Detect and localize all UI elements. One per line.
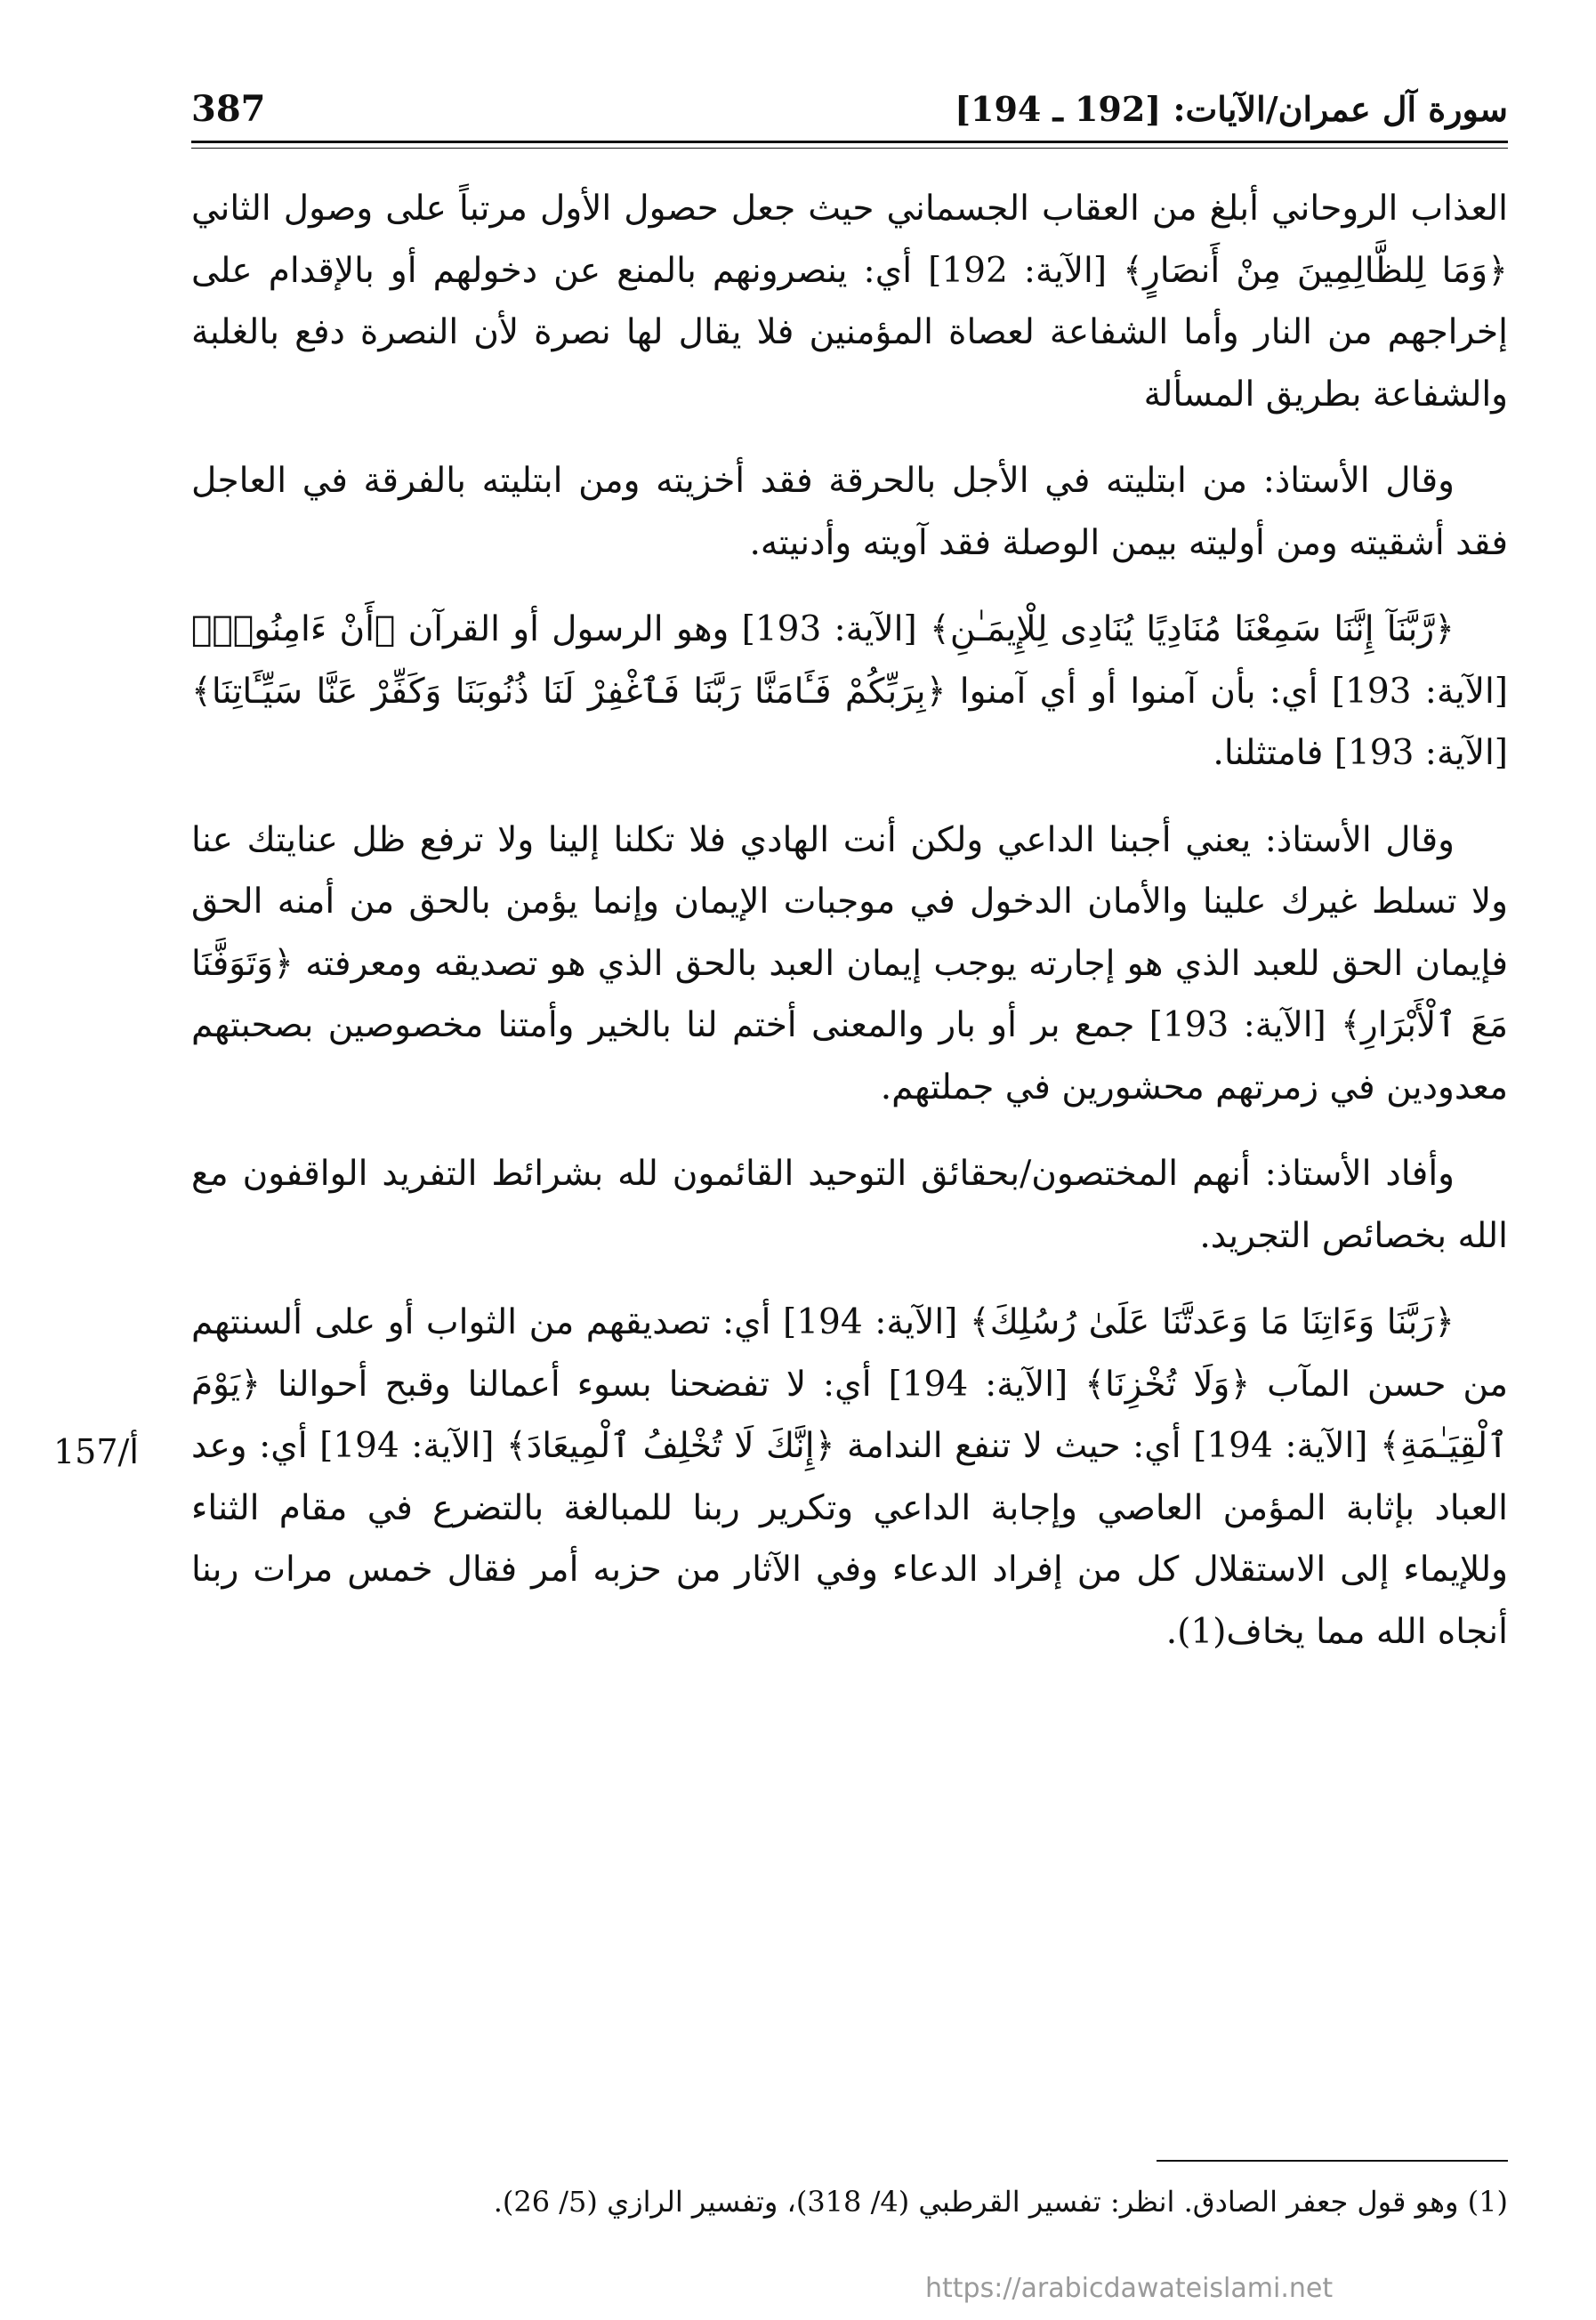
paragraph: وقال الأستاذ: يعني أجبنا الداعي ولكن أنت الهادي فلا تكلنا إلينا ولا ترفع ظل عنايتك عنا ولا تسلط غيرك علينا والأمان الدخول في موجبات الإيمان وإنما يؤمن بالحق من أمنه الحق فإيمان الحق للعبد الذي هو إجارته يوجب إيمان العبد بالحق الذي هو تصديقه ومعرفته ﴿وَتَوَفَّنَا مَعَ ٱلْأَبْرَارِ﴾ [الآية: 193] جمع بر أو بار والمعنى أختم لنا بالخير وأمتنا مخصوصين بصحبتهم معدودين في زمرتهم محشورين في جملتهم. — [191, 819, 1508, 1108]
watermark-url: https://arabicdawateislami.net — [925, 2273, 1334, 2304]
page-number: 387 — [191, 87, 266, 130]
paragraph: وأفاد الأستاذ: أنهم المختصون/بحقائق التوحيد القائمون لله بشرائط التفريد الواقفون مع الله بخصائص التجريد. — [191, 1154, 1508, 1256]
paragraph: العذاب الروحاني أبلغ من العقاب الجسماني حيث جعل حصول الأول مرتباً على وصول الثاني ﴿وَمَا لِلظَّالِمِينَ مِنْ أَنصَارٍ﴾ [الآية: 192] أي: ينصرونهم بالمنع عن دخولهم أو بالإقدام على إخراجهم من النار وأما الشفاعة لعصاة المؤمنين فلا يقال لها نصرة لأن النصرة دفع بالغلبة والشفاعة بطريق المسألة — [191, 189, 1508, 415]
footnote-separator — [1157, 2160, 1508, 2162]
paragraph: ﴿رَّبَّنَآ إِنَّنَا سَمِعْنَا مُنَادِيًا يُنَادِى لِلْإِيمَـٰنِ﴾ [الآية: 193] وهو الرسول أو القرآن ﴿أَنْ ءَامِنُوا۟﴾ [الآية: 193] أي: بأن آمنوا أو أي آمنوا ﴿بِرَبِّكُمْ فَـَٔامَنَّا رَبَّنَا فَٱغْفِرْ لَنَا ذُنُوبَنَا وَكَفِّرْ عَنَّا سَيِّـَٔاتِنَا﴾ [الآية: 193] فامتثلنا. — [191, 609, 1509, 773]
header-rule — [191, 141, 1508, 143]
paragraph: ﴿رَبَّنَا وَءَاتِنَا مَا وَعَدتَّنَا عَلَىٰ رُسُلِكَ﴾ [الآية: 194] أي: تصديقهم من الثواب أو على ألسنتهم من حسن المآب ﴿وَلَا تُخْزِنَا﴾ [الآية: 194] أي: لا تفضحنا بسوء أعمالنا وقبح أحوالنا ﴿يَوْمَ ٱلْقِيَـٰمَةِ﴾ [الآية: 194] أي: حيث لا تنفع الندامة ﴿إِنَّكَ لَا تُخْلِفُ ٱلْمِيعَادَ﴾ [الآية: 194] أي: وعد العباد بإثابة المؤمن العاصي وإجابة الداعي وتكرير ربنا للمبالغة بالتضرع في مقام الثناء وللإيماء إلى الاستقلال كل من إفراد الدعاء وفي الآثار من حزبه أمر فقال خمس مرات ربنا أنجاه الله مما يخاف(1). — [191, 1302, 1508, 1652]
page-header — [191, 82, 1508, 135]
header-rule-thin — [191, 148, 1508, 149]
running-title: سورة آل عمران/الآيات: [192 ـ 194] — [955, 88, 1508, 129]
main-text — [191, 178, 1508, 1688]
paragraph: وقال الأستاذ: من ابتليته في الأجل بالحرقة فقد أخزيته ومن ابتليته بالفرقة في العاجل فقد أشقيته ومن أوليته بيمن الوصلة فقد آويته وأدنيته. — [191, 461, 1508, 563]
footnote: (1) وهو قول جعفر الصادق. انظر: تفسير القرطبي (4/ 318)، وتفسير الرازي (5/ 26). — [493, 2185, 1508, 2219]
manuscript-folio-note: 157/أ — [53, 1432, 139, 1471]
